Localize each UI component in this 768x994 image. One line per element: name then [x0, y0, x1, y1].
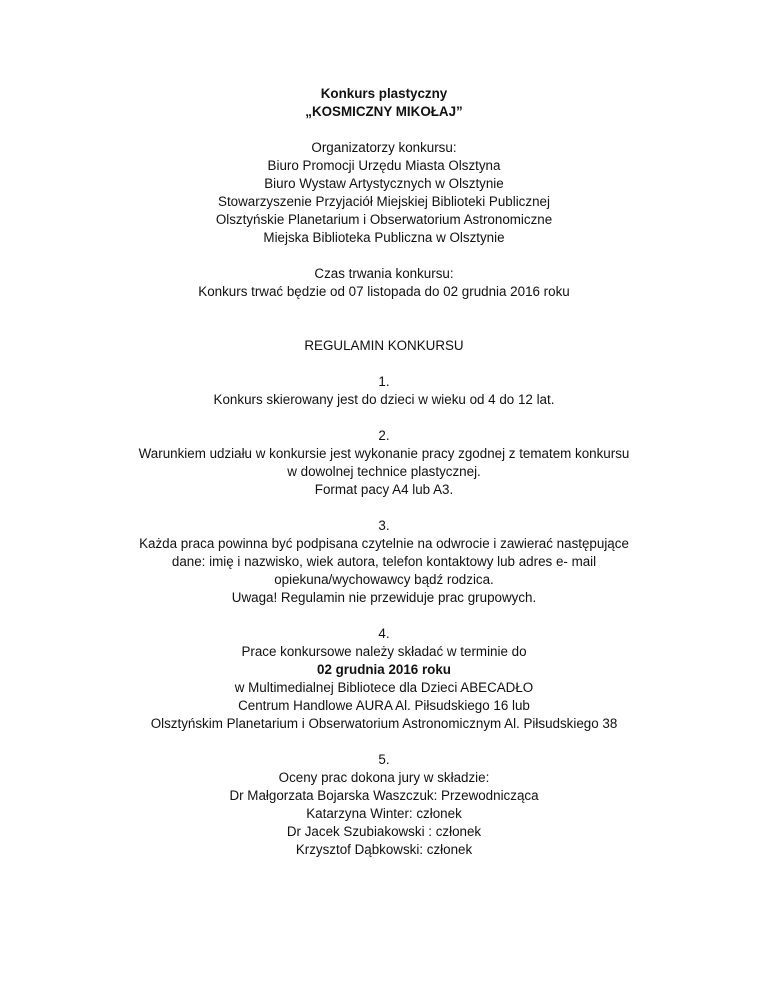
organizer-item: Olsztyńskie Planetarium i Obserwatorium Astronomiczne [215, 212, 553, 227]
rule-line: Prace konkursowe należy składać w terminie do [241, 644, 527, 659]
jury-member: Krzysztof Dąbkowski: członek [295, 842, 473, 857]
organizers-heading: Organizatorzy konkursu: [311, 140, 457, 155]
rules-heading: REGULAMIN KONKURSU [304, 338, 464, 353]
rule-line: opiekuna/wychowawcy bądź rodzica. [274, 572, 494, 587]
organizer-item: Biuro Wystaw Artystycznych w Olsztynie [264, 176, 504, 191]
organizer-item: Stowarzyszenie Przyjaciół Miejskiej Biblioteki Publicznej [218, 194, 550, 209]
rule-line: Centrum Handlowe AURA Al. Piłsudskiego 16 lub [238, 698, 530, 713]
rule-number: 1. [378, 374, 390, 389]
rule-line: Każda praca powinna być podpisana czytelnie na odwrocie i zawierać następujące [139, 536, 629, 551]
rule-number: 2. [378, 428, 390, 443]
deadline-date: 02 grudnia 2016 roku [317, 662, 451, 677]
jury-member: Dr Jacek Szubiakowski : członek [286, 824, 482, 839]
rule-line: Konkurs skierowany jest do dzieci w wieku od 4 do 12 lat. [213, 392, 555, 407]
rule-line: Olsztyńskim Planetarium i Obserwatorium Astronomicznym Al. Piłsudskiego 38 [150, 716, 618, 731]
document-title: Konkurs plastyczny [320, 86, 448, 101]
organizer-item: Miejska Biblioteka Publiczna w Olsztynie [263, 230, 505, 245]
rule-line: Format pacy A4 lub A3. [314, 482, 454, 497]
rule-line: w dowolnej technice plastycznej. [287, 464, 481, 479]
rule-line: Uwaga! Regulamin nie przewiduje prac grupowych. [231, 590, 537, 605]
duration-heading: Czas trwania konkursu: [314, 266, 454, 281]
rule-number: 5. [378, 752, 390, 767]
jury-member: Katarzyna Winter: członek [306, 806, 462, 821]
rule-number: 3. [378, 518, 390, 533]
rule-line: Warunkiem udziału w konkursie jest wykonanie pracy zgodnej z tematem konkursu [138, 446, 630, 461]
rule-number: 4. [378, 626, 390, 641]
organizer-item: Biuro Promocji Urzędu Miasta Olsztyna [267, 158, 501, 173]
rule-line: Oceny prac dokona jury w składzie: [278, 770, 490, 785]
duration-text: Konkurs trwać będzie od 07 listopada do 02 grudnia 2016 roku [198, 284, 570, 299]
jury-member: Dr Małgorzata Bojarska Waszczuk: Przewodnicząca [229, 788, 539, 803]
rule-line: w Multimedialnej Bibliotece dla Dzieci ABECADŁO [234, 680, 534, 695]
contest-name: „KOSMICZNY MIKOŁAJ” [305, 104, 463, 119]
rule-line: dane: imię i nazwisko, wiek autora, telefon kontaktowy lub adres e- mail [171, 554, 597, 569]
